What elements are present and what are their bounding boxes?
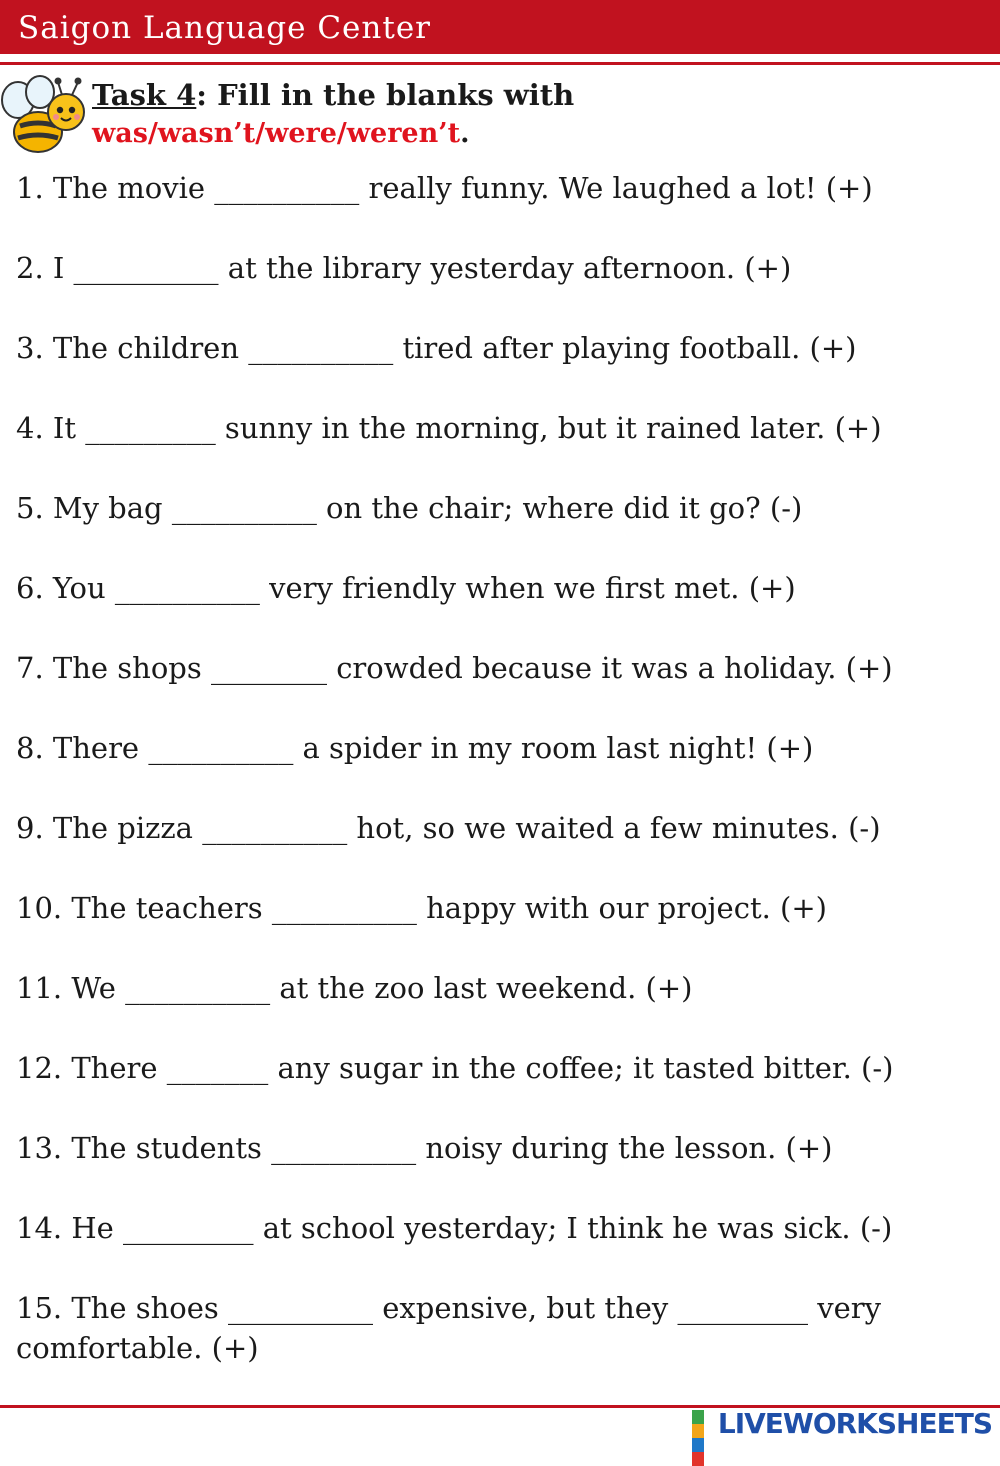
question-4: 4. It _________ sunny in the morning, but it rained later. (+) [16,411,882,445]
question-2: 2. I __________ at the library yesterday afternoon. (+) [16,251,792,285]
header-title: Saigon Language Center [18,10,431,46]
task-instruction: : Fill in the blanks with [196,78,575,112]
question-15: 15. The shoes __________ expensive, but they _________ very comfortable. (+) [16,1291,882,1365]
header-divider [0,62,1000,65]
task-end-punct: . [460,118,470,149]
question-13: 13. The students __________ noisy during the lesson. (+) [16,1131,833,1165]
question-12: 12. There _______ any sugar in the coffee; it tasted bitter. (-) [16,1051,894,1085]
header-bar [0,0,1000,54]
question-1: 1. The movie __________ really funny. We laughed a lot! (+) [16,171,873,205]
bee-icon [0,70,92,158]
task-heading [92,78,574,112]
question-14: 14. He _________ at school yesterday; I think he was sick. (-) [16,1211,893,1245]
question-5: 5. My bag __________ on the chair; where did it go? (-) [16,491,803,525]
question-3: 3. The children __________ tired after playing football. (+) [16,331,857,365]
liveworksheets-logo[interactable] [692,1408,992,1440]
question-9: 9. The pizza __________ hot, so we waited a few minutes. (-) [16,811,881,845]
question-10: 10. The teachers __________ happy with our project. (+) [16,891,827,925]
logo-text: LIVEWORKSHEETS [717,1407,992,1440]
question-7: 7. The shops ________ crowded because it was a holiday. (+) [16,651,893,685]
question-11: 11. We __________ at the zoo last weekend. (+) [16,971,693,1005]
task-label: Task 4 [92,78,197,112]
question-6: 6. You __________ very friendly when we first met. (+) [16,571,796,605]
task-words: was/wasn’t/were/weren’t [92,118,461,149]
task-word-list [92,118,470,149]
question-8: 8. There __________ a spider in my room last night! (+) [16,731,814,765]
logo-mark-icon [692,1410,715,1438]
